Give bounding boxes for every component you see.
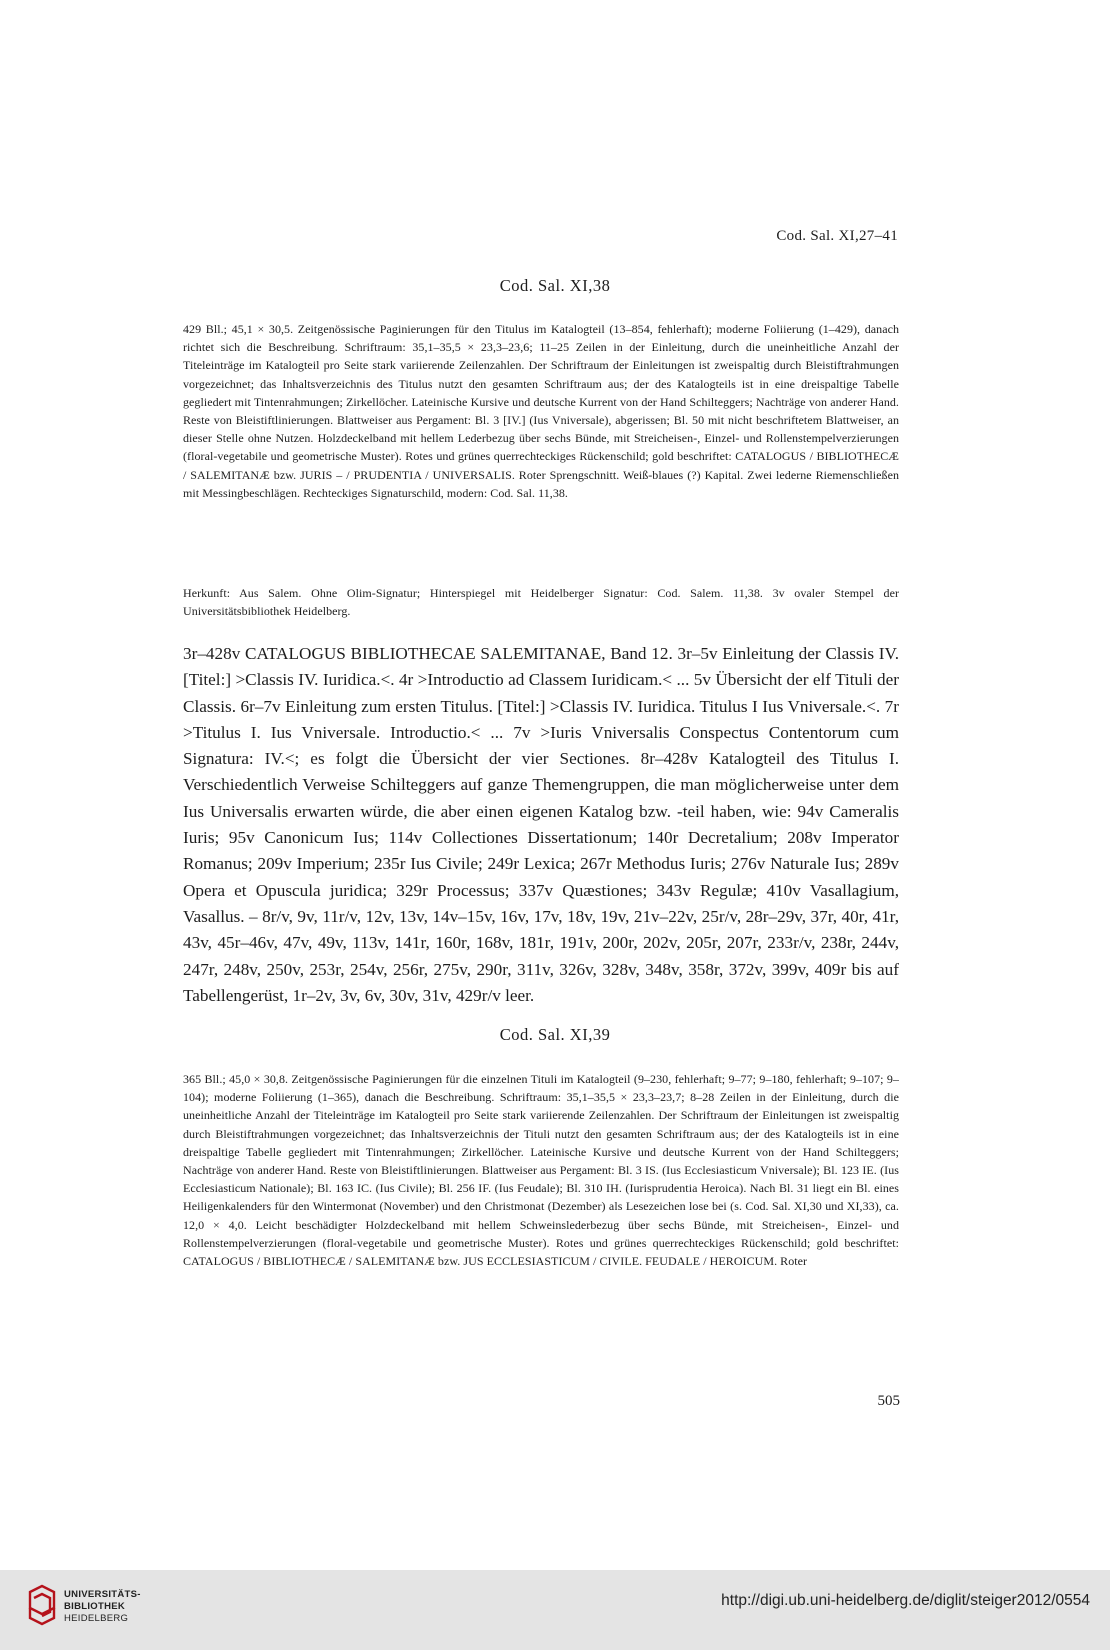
page-number: 505 xyxy=(877,1393,900,1409)
entry-description-xi-39: 365 Bll.; 45,0 × 30,8. Zeitgenössische Paginierungen für die einzelnen Tituli im Katalogteil (9–230, fehlerhaft; 9–77; 9–180, fehlerhaft; 9–107; 9–104); moderne Foliierung (1–365), danach die Beschreibung. Schriftraum: 35,1–35,5 × 23,3–23,7; 8–28 Zeilen in der Einleitung, durch die uneinheitliche Anzahl der Titeleinträge im Katalogteil pro Seite stark variierende Zeilenzahlen. Der Schriftraum der Einleitungen ist zweispaltig durch Bleistiftrahmungen vorgezeichnet; das Inhaltsverzeichnis der Tituli nutzt den gesamten Schriftraum aus; der des Katalogteils ist in eine dreispaltige Tabelle gegliedert mit Tintenrahmungen; Zirkellöcher. Lateinische Kursive und deutsche Kurrent von der Hand Schilteggers; Nachträge von anderer Hand. Reste von Bleistiftlinierungen. Blattweiser aus Pergament: Bl. 3 IS. (Ius Ecclesiasticum Vniversale); Bl. 123 IE. (Ius Ecclesiasticum Nationale); Bl. 163 IC. (Ius Civile); Bl. 256 IF. (Ius Feudale); Bl. 310 IH. (Iurisprudentia Heroica). Nach Bl. 31 liegt ein Bl. eines Heiligenkalenders für den Wintermonat (November) und den Christmonat (Dezember) als Lesezeichen lose bei (s. Cod. Sal. XI,30 und XI,33), ca. 12,0 × 4,0. Leicht beschädigter Holzdeckelband mit hellem Schweinslederbezug über sechs Bünde, mit Streicheisen-, Einzel- und Rollenstempelverzierungen (floral-vegetabile und geometrische Muster). Rotes und grünes querrechteckiges Rückenschild; gold beschriftet: CATALOGUS / BIBLIOTHECÆ / SALEMITANÆ bzw. JUS ECCLESIASTICUM / CIVILE. FEUDALE / HEROICUM. Roter xyxy=(183,1072,899,1269)
library-logo[interactable] xyxy=(26,1584,196,1636)
library-logo-text xyxy=(64,1589,141,1625)
entry-description-xi-38: 429 Bll.; 45,1 × 30,5. Zeitgenössische Paginierungen für den Titulus im Katalogteil (13–854, fehlerhaft); moderne Foliierung (1–429), danach richtet sich die Beschreibung. Schriftraum: 35,1–35,5 × 23,3–23,6; 11–25 Zeilen in der Einleitung, durch die uneinheitliche Anzahl der Titeleinträge im Katalogteil pro Seite stark variierende Zeilenzahlen. Der Schriftraum der Einleitungen ist zweispaltig durch Bleistiftrahmungen vorgezeichnet; das Inhaltsverzeichnis des Titulus nutzt den gesamten Schriftraum aus; der des Katalogteils ist in eine dreispaltige Tabelle gegliedert mit Tintenrahmungen; Zirkellöcher. Lateinische Kursive und deutsche Kurrent von der Hand Schilteggers; Nachträge von anderer Hand. Reste von Bleistiftlinierungen. Blattweiser aus Pergament: Bl. 3 [IV.] (Ius Vniversale), abgerissen; Bl. 50 mit nicht beschriftetem Blattweiser, an dieser Stelle ohne Nutzen. Holzdeckelband mit hellem Lederbezug über sechs Bünde, mit Streicheisen-, Einzel- und Rollenstempelverzierungen (floral-vegetabile und geometrische Muster). Rotes und grünes querrechteckiges Rückenschild; gold beschriftet: CATALOGUS / BIBLIOTHECÆ / SALEMITANÆ bzw. JURIS – / PRUDENTIA / UNIVERSALIS. Roter Sprengschnitt. Weiß-blaues (?) Kapital. Zwei lederne Riemenschließen mit Messingbeschlägen. Rechteckiges Signaturschild, modern: Cod. Sal. 11,38. xyxy=(183,322,899,500)
logo-line-2: BIBLIOTHEK xyxy=(64,1601,126,1612)
viewer-footer xyxy=(0,1570,1110,1650)
library-logo-icon xyxy=(26,1584,58,1626)
entry-title-xi-38: Cod. Sal. XI,38 xyxy=(499,276,611,295)
entry-contents-xi-38: 3r–428v CATALOGUS BIBLIOTHECAE SALEMITANAE, Band 12. 3r–5v Einleitung der Classis IV. [Titel:] >Classis IV. Iuridica.<. 4r >Introductio ad Classem Iuridicam.< ... 5v Übersicht der elf Tituli der Classis. 6r–7v Einleitung zum ersten Titulus. [Titel:] >Classis IV. Iuridica. Titulus I Ius Vniversale.<. 7r >Titulus I. Ius Vniversale. Introductio.< ... 7v >Iuris Vniversalis Conspectus Contentorum cum Signatura: IV.<; es folgt die Übersicht der vier Sectiones. 8r–428v Katalogteil des Titulus I. Verschiedentlich Verweise Schilteggers auf ganze Themengruppen, die man möglicherweise unter dem Ius Universalis erwarten würde, die aber einen eigenen Katalog bzw. -teil haben, wie: 94v Cameralis Iuris; 95v Canonicum Ius; 114v Collectiones Dissertationum; 140r Decretalium; 208v Imperator Romanus; 209v Imperium; 235r Ius Civile; 249r Lexica; 267r Methodus Iuris; 276v Naturale Ius; 289v Opera et Opuscula juridica; 329r Processus; 337v Quæstiones; 343v Regulæ; 410v Vasallagium, Vasallus. – 8r/v, 9v, 11r/v, 12v, 13v, 14v–15v, 16v, 17v, 18v, 19v, 21v–22v, 25r/v, 28r–29v, 37r, 40r, 41r, 43v, 45r–46v, 47v, 49v, 113v, 141r, 160r, 168v, 181r, 191v, 200r, 202v, 205r, 207r, 233r/v, 238r, 244v, 247r, 248v, 250v, 253r, 254v, 256r, 275v, 290r, 311v, 326v, 328v, 348v, 358r, 372v, 399v, 409r bis auf Tabellengerüst, 1r–2v, 3v, 6v, 30v, 31v, 429r/v leer. xyxy=(183,644,899,1005)
logo-line-1: UNIVERSITÄTS- xyxy=(64,1589,141,1600)
running-head: Cod. Sal. XI,27–41 xyxy=(776,228,898,244)
logo-line-3: HEIDELBERG xyxy=(64,1613,129,1624)
permalink-url[interactable]: http://digi.ub.uni-heidelberg.de/diglit/steiger2012/0554 xyxy=(721,1592,1090,1609)
entry-provenance-xi-38: Herkunft: Aus Salem. Ohne Olim-Signatur; Hinterspiegel mit Heidelberger Signatur: Cod. Salem. 11,38. 3v ovaler Stempel der Universitätsbibliothek Heidelberg. xyxy=(183,586,899,619)
entry-title-xi-39: Cod. Sal. XI,39 xyxy=(499,1025,611,1044)
